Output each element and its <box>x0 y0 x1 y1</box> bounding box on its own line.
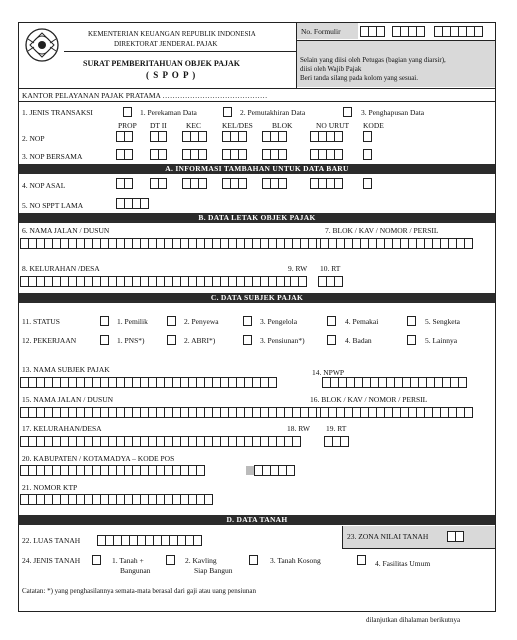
char-box[interactable] <box>204 494 213 505</box>
form-title: SURAT PEMBERITAHUAN OBJEK PAJAK <box>83 59 240 68</box>
char-box[interactable] <box>363 131 372 142</box>
jalan-boxes[interactable] <box>20 238 324 249</box>
form-code: ( S P O P ) <box>146 70 197 80</box>
kode-pos-boxes[interactable] <box>254 465 294 476</box>
jenis-transaksi-label: 1. JENIS TRANSAKSI <box>22 108 93 117</box>
nop-bersama-blok-boxes[interactable] <box>262 149 286 160</box>
nop-dt2-boxes[interactable] <box>150 131 166 142</box>
char-box[interactable] <box>334 149 343 160</box>
status-option-3: 3. Pengelola <box>260 317 298 326</box>
npwp-label: 14. NPWP <box>312 368 345 377</box>
char-box[interactable] <box>298 276 307 287</box>
formulir-number-boxes-2[interactable] <box>392 26 424 37</box>
char-box[interactable] <box>198 178 207 189</box>
catatan-note: Catatan: *) yang penghasilannya semata-mata berasal dari gaji atau uang pensiunan <box>22 587 257 595</box>
section-a-header: A. INFORMASI TAMBAHAN UNTUK DATA BARU <box>19 164 495 174</box>
nop-header-no-urut: NO URUT <box>316 121 350 130</box>
char-box[interactable] <box>238 131 247 142</box>
nop-bersama-urut-boxes[interactable] <box>310 149 342 160</box>
status-checkbox-3[interactable] <box>243 316 252 326</box>
jenis-tanah-option-4: 4. Fasilitas Umum <box>375 559 431 568</box>
jenis-tanah-checkbox-3[interactable] <box>249 555 258 565</box>
blok-kav-boxes[interactable] <box>320 238 472 249</box>
nop-header-prop: PROP <box>118 121 137 130</box>
status-checkbox-5[interactable] <box>407 316 416 326</box>
char-box[interactable] <box>124 131 133 142</box>
char-box[interactable] <box>158 178 167 189</box>
status-option-1: 1. Pemilik <box>117 317 148 326</box>
pekerjaan-option-2: 2. ABRI*) <box>184 336 216 345</box>
section-c-header: C. DATA SUBJEK PAJAK <box>19 293 495 303</box>
kantor-label: KANTOR PELAYANAN PAJAK PRATAMA …………………………………… <box>22 91 268 100</box>
rt2-label: 19. RT <box>326 424 347 433</box>
status-option-4: 4. Pemakai <box>345 317 379 326</box>
char-box[interactable] <box>458 377 467 388</box>
subjek-label: 13. NAMA SUBJEK PAJAK <box>22 365 110 374</box>
transaksi-checkbox-1[interactable] <box>123 107 132 117</box>
transaksi-option-3: 3. Penghapusan Data <box>361 108 425 117</box>
kelurahan-boxes[interactable] <box>20 276 292 287</box>
garuda-emblem-icon <box>22 27 62 63</box>
char-box[interactable] <box>455 531 464 542</box>
char-box[interactable] <box>334 131 343 142</box>
char-box[interactable] <box>363 149 372 160</box>
char-box[interactable] <box>124 149 133 160</box>
char-box[interactable] <box>140 198 149 209</box>
jalan2-boxes[interactable] <box>20 407 324 418</box>
nop-asal-dt2-boxes[interactable] <box>150 178 166 189</box>
status-option-2: 2. Penyewa <box>184 317 219 326</box>
char-box[interactable] <box>334 276 343 287</box>
znt-label: 23. ZONA NILAI TANAH <box>347 532 429 541</box>
char-box[interactable] <box>198 149 207 160</box>
status-checkbox-1[interactable] <box>100 316 109 326</box>
jenis-tanah-label: 24. JENIS TANAH <box>22 556 81 565</box>
jenis-tanah-checkbox-2[interactable] <box>166 555 175 565</box>
jenis-tanah-option-1b: Bangunan <box>120 566 151 575</box>
char-box[interactable] <box>124 178 133 189</box>
instruction-line-2: diisi oleh Wajib Pajak <box>300 65 362 73</box>
luas-tanah-label: 22. LUAS TANAH <box>22 536 81 545</box>
nop-bersama-label: 3. NOP BERSAMA <box>22 152 83 161</box>
subjek-boxes[interactable] <box>20 377 276 388</box>
blok2-label: 16. BLOK / KAV / NOMOR / PERSIL <box>310 395 428 404</box>
formulir-label: No. Formulir <box>301 27 341 36</box>
sppt-lama-label: 5. NO SPPT LAMA <box>22 201 84 210</box>
pekerjaan-option-5: 5. Lainnya <box>425 336 458 345</box>
kabupaten-separator <box>246 466 254 475</box>
nop-bersama-dt2-boxes[interactable] <box>150 149 166 160</box>
char-box[interactable] <box>376 26 385 37</box>
nop-bersama-kec-boxes[interactable] <box>182 149 206 160</box>
char-box[interactable] <box>278 131 287 142</box>
kelurahan2-boxes[interactable] <box>20 436 292 447</box>
rw-boxes[interactable] <box>290 276 306 287</box>
section-d-header: D. DATA TANAH <box>19 515 495 525</box>
nop-asal-label: 4. NOP ASAL <box>22 181 66 190</box>
status-checkbox-2[interactable] <box>167 316 176 326</box>
nop-asal-kode-boxes[interactable] <box>363 178 371 189</box>
char-box[interactable] <box>196 465 205 476</box>
pekerjaan-checkbox-5[interactable] <box>407 335 416 345</box>
rt2-boxes[interactable] <box>324 436 348 447</box>
nop-label: 2. NOP <box>22 134 45 143</box>
jenis-tanah-option-1a: 1. Tanah + <box>112 556 144 565</box>
kabupaten-boxes[interactable] <box>20 465 204 476</box>
directorate-name: DIREKTORAT JENDERAL PAJAK <box>114 40 218 48</box>
char-box[interactable] <box>334 178 343 189</box>
transaksi-checkbox-3[interactable] <box>343 107 352 117</box>
char-box[interactable] <box>268 377 277 388</box>
rt-label: 10. RT <box>320 264 341 273</box>
char-box[interactable] <box>193 535 202 546</box>
blok-kav-label: 7. BLOK / KAV / NOMOR / PERSIL <box>325 226 439 235</box>
char-box[interactable] <box>286 465 295 476</box>
nop-bersama-prop-boxes[interactable] <box>116 149 132 160</box>
blok2-boxes[interactable] <box>320 407 472 418</box>
nop-prop-boxes[interactable] <box>116 131 132 142</box>
kabupaten-label: 20. KABUPATEN / KOTAMADYA – KODE POS <box>22 454 175 463</box>
nop-asal-urut-boxes[interactable] <box>310 178 342 189</box>
ktp-label: 21. NOMOR KTP <box>22 483 78 492</box>
npwp-boxes[interactable] <box>322 377 466 388</box>
nop-bersama-kel-boxes[interactable] <box>222 149 246 160</box>
ktp-boxes[interactable] <box>20 494 212 505</box>
char-box[interactable] <box>363 178 372 189</box>
status-option-5: 5. Sengketa <box>425 317 460 326</box>
nop-asal-kec-boxes[interactable] <box>182 178 206 189</box>
pekerjaan-option-1: 1. PNS*) <box>117 336 145 345</box>
nop-blok-boxes[interactable] <box>262 131 286 142</box>
footer-continued: dilanjutkan dihalaman berikutnya <box>366 616 461 624</box>
char-box[interactable] <box>198 131 207 142</box>
formulir-number-boxes[interactable] <box>360 26 384 37</box>
pekerjaan-label: 12. PEKERJAAN <box>22 336 77 345</box>
nop-header-kode: KODE <box>363 121 384 130</box>
pekerjaan-option-3: 3. Pensiunan*) <box>260 336 305 345</box>
nop-urut-boxes[interactable] <box>310 131 342 142</box>
pekerjaan-checkbox-3[interactable] <box>243 335 252 345</box>
kelurahan-label: 8. KELURAHAN /DESA <box>22 264 100 273</box>
char-box[interactable] <box>416 26 425 37</box>
jenis-tanah-option-3: 3. Tanah Kosong <box>270 556 321 565</box>
formulir-number-boxes-3[interactable] <box>434 26 482 37</box>
char-box[interactable] <box>278 149 287 160</box>
rw2-boxes[interactable] <box>284 436 300 447</box>
pekerjaan-checkbox-1[interactable] <box>100 335 109 345</box>
znt-boxes[interactable] <box>447 531 463 542</box>
nop-kode-boxes[interactable] <box>363 131 371 142</box>
jenis-tanah-option-2b: Siap Bangun <box>194 566 233 575</box>
pekerjaan-checkbox-2[interactable] <box>167 335 176 345</box>
char-box[interactable] <box>464 407 473 418</box>
char-box[interactable] <box>278 178 287 189</box>
instruction-line-1: Selain yang diisi oleh Petugas (bagian yang diarsir), <box>300 56 446 64</box>
jenis-tanah-checkbox-4[interactable] <box>357 555 366 565</box>
nop-asal-blok-boxes[interactable] <box>262 178 286 189</box>
transaksi-option-1: 1. Perekaman Data <box>140 108 197 117</box>
rt-boxes[interactable] <box>318 276 342 287</box>
rw2-label: 18. RW <box>287 424 310 433</box>
nop-bersama-kode-boxes[interactable] <box>363 149 371 160</box>
luas-tanah-boxes[interactable] <box>97 535 201 546</box>
ministry-name: KEMENTERIAN KEUANGAN REPUBLIK INDONESIA <box>88 30 256 38</box>
nop-header-dt2: DT II <box>150 121 167 130</box>
nop-kel-boxes[interactable] <box>222 131 246 142</box>
sppt-lama-boxes[interactable] <box>116 198 148 209</box>
transaksi-option-2: 2. Pemutakhiran Data <box>240 108 306 117</box>
char-box[interactable] <box>238 149 247 160</box>
char-box[interactable] <box>340 436 349 447</box>
transaksi-checkbox-2[interactable] <box>223 107 232 117</box>
nop-header-kec: KEC <box>186 121 201 130</box>
char-box[interactable] <box>292 436 301 447</box>
char-box[interactable] <box>474 26 483 37</box>
nop-header-blok: BLOK <box>272 121 293 130</box>
pekerjaan-checkbox-4[interactable] <box>327 335 336 345</box>
jenis-tanah-option-2a: 2. Kavling <box>185 556 217 565</box>
status-label: 11. STATUS <box>22 317 60 326</box>
kelurahan2-label: 17. KELURAHAN/DESA <box>22 424 102 433</box>
instruction-line-3: Beri tanda silang pada kolom yang sesuai. <box>300 74 418 82</box>
jalan2-label: 15. NAMA JALAN / DUSUN <box>22 395 114 404</box>
char-box[interactable] <box>238 178 247 189</box>
nop-header-kel: KEL/DES <box>222 121 253 130</box>
pekerjaan-option-4: 4. Badan <box>345 336 372 345</box>
section-b-header: B. DATA LETAK OBJEK PAJAK <box>19 213 495 223</box>
char-box[interactable] <box>464 238 473 249</box>
nop-asal-prop-boxes[interactable] <box>116 178 132 189</box>
jenis-tanah-checkbox-1[interactable] <box>92 555 101 565</box>
rw-label: 9. RW <box>288 264 308 273</box>
char-box[interactable] <box>158 131 167 142</box>
char-box[interactable] <box>158 149 167 160</box>
nop-kec-boxes[interactable] <box>182 131 206 142</box>
jalan-label: 6. NAMA JALAN / DUSUN <box>22 226 110 235</box>
status-checkbox-4[interactable] <box>327 316 336 326</box>
nop-asal-kel-boxes[interactable] <box>222 178 246 189</box>
